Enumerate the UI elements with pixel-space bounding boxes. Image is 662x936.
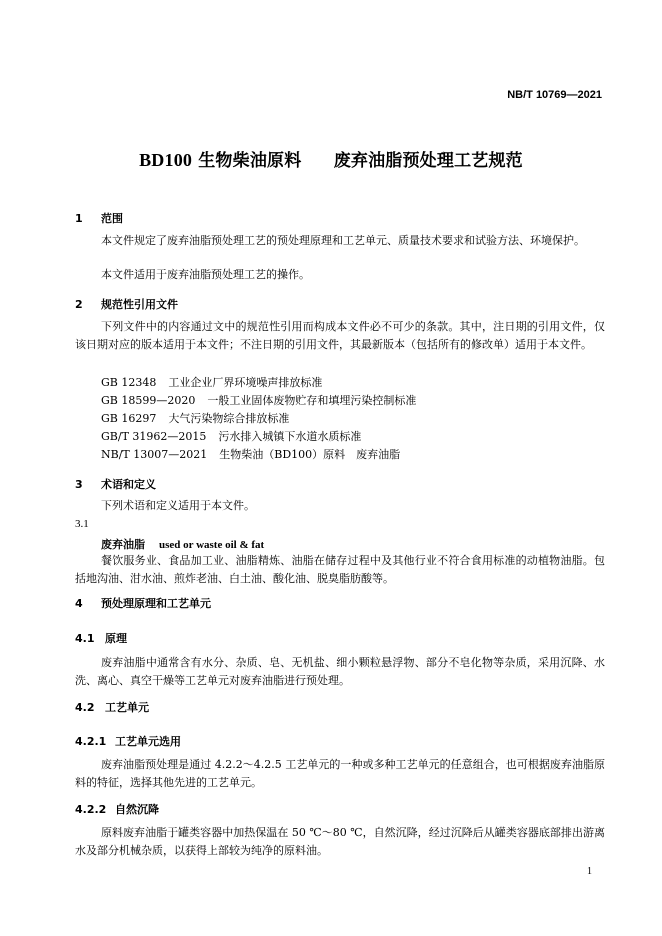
reference-item [101,392,416,408]
reference-item [101,410,289,426]
section-2-heading [75,296,178,312]
term-english: used or waste oil & fat [159,539,265,551]
page-number: 1 [587,866,592,877]
section-number: 4.1 [75,632,95,645]
section-title: 规范性引用文件 [101,298,178,311]
section-2-paragraph-1: 下列文件中的内容通过文中的规范性引用而构成本文件必不可少的条款。其中，注日期的引用文件，仅该日期对应的版本适用于本文件；不注日期的引用文件，其最新版本（包括所有的修改单）适用于本文件。 [75,320,605,351]
title-part1: 生物柴油原料 [198,151,302,171]
section-number: 2 [75,298,83,311]
reference-item [101,428,361,444]
section-3-heading [75,476,156,492]
section-title: 术语和定义 [101,478,156,491]
section-title: 工艺单元 [105,701,149,714]
reference-code: NB/T 13007—2021 [101,448,208,461]
reference-name: 大气污染物综合排放标准 [168,412,290,425]
section-4-2-2-paragraph: 原料废弃油脂于罐类容器中加热保温在 50 ℃～80 ℃，自然沉降，经过沉降后从罐类容器底部排出游离水及部分机械杂质，以获得上部较为纯净的原料油。 [75,826,605,857]
reference-code: GB 16297 [101,412,157,425]
section-3-paragraph-1: 下列术语和定义适用于本文件。 [101,499,255,512]
reference-name: 污水排入城镇下水道水质标准 [218,430,362,443]
section-number: 4.2 [75,701,95,714]
section-number: 4.2.1 [75,735,107,748]
section-4-2-2-heading [75,801,159,817]
term-definition: 餐饮服务业、食品加工业、油脂精炼、油脂在储存过程中及其他行业不符合食用标准的动植物油脂。包括地沟油、泔水油、煎炸老油、白土油、酸化油、脱臭脂肪酸等。 [75,554,605,585]
section-title: 预处理原理和工艺单元 [101,597,211,610]
section-title: 自然沉降 [115,803,159,816]
document-title [0,146,662,171]
reference-code: GB 12348 [101,376,157,389]
term-chinese: 废弃油脂 [101,538,145,551]
reference-name: 工业企业厂界环境噪声排放标准 [168,376,323,389]
section-4-2-1-heading [75,733,181,749]
term-number: 3.1 [75,518,89,530]
section-title: 原理 [105,632,127,645]
section-title: 范围 [101,212,123,225]
section-1-heading [75,210,123,226]
section-4-heading [75,595,211,611]
reference-name: 一般工业固体废物贮存和填埋污染控制标准 [207,394,417,407]
reference-code: GB 18599—2020 [101,394,196,407]
section-1-paragraph-1: 本文件规定了废弃油脂预处理工艺的预处理原理和工艺单元、质量技术要求和试验方法、环境保护。 [101,234,585,247]
term-name [101,536,264,552]
section-number: 4.2.2 [75,803,107,816]
section-1-paragraph-2: 本文件适用于废弃油脂预处理工艺的操作。 [101,268,310,281]
section-4-1-heading [75,630,127,646]
reference-code: GB/T 31962—2015 [101,430,207,443]
section-4-2-1-paragraph: 废弃油脂预处理是通过 4.2.2～4.2.5 工艺单元的一种或多种工艺单元的任意组合，也可根据废弃油脂原料的特征，选择其他先进的工艺单元。 [75,758,605,789]
standard-code-header: NB/T 10769—2021 [507,89,602,101]
reference-item [101,374,322,390]
section-4-2-heading [75,699,149,715]
title-code: BD100 [139,150,193,170]
section-number: 4 [75,597,83,610]
title-part2: 废弃油脂预处理工艺规范 [333,151,523,171]
reference-name: 生物柴油（BD100）原料 废弃油脂 [219,448,401,461]
reference-item [101,446,400,462]
section-4-1-paragraph: 废弃油脂中通常含有水分、杂质、皂、无机盐、细小颗粒悬浮物、部分不皂化物等杂质，采用沉降、水洗、离心、真空干燥等工艺单元对废弃油脂进行预处理。 [75,656,605,687]
section-title: 工艺单元选用 [115,735,181,748]
section-number: 1 [75,212,83,225]
section-number: 3 [75,478,83,491]
